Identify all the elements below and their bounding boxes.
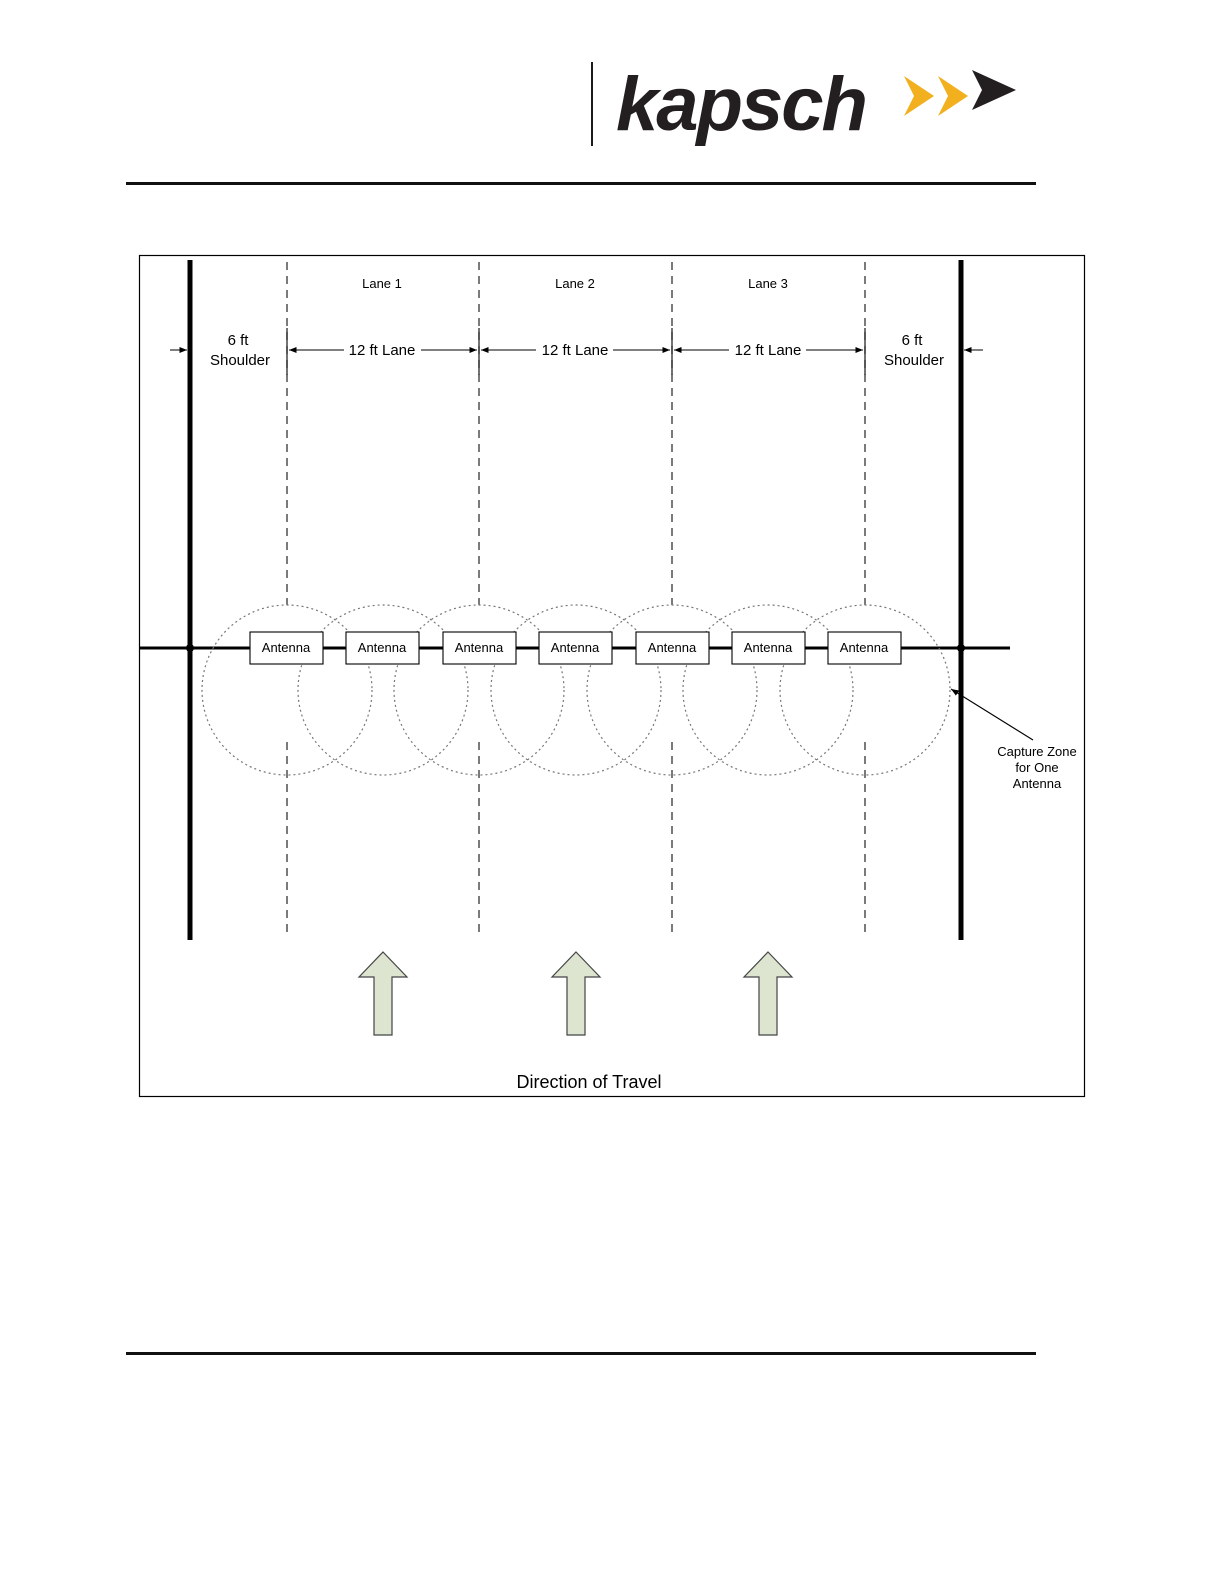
shoulder-label-right: Shoulder (883, 352, 945, 369)
travel-arrow-icon-3 (744, 952, 792, 1035)
lane-width-label-1: 12 ft Lane (348, 342, 416, 359)
lane-label-3: Lane 3 (748, 276, 788, 291)
capture-zone-label-line-2: for One (1015, 760, 1059, 775)
logo-wordmark: kapsch (616, 62, 866, 147)
antenna-label-7: Antenna (839, 640, 889, 655)
antenna-label-4: Antenna (550, 640, 600, 655)
shoulder-width-right: 6 ft (901, 332, 923, 349)
figure-frame (140, 256, 1085, 1097)
capture-zone-label-line-3: Antenna (1012, 776, 1062, 791)
capture-zone-6 (683, 605, 853, 775)
capture-zone-2 (298, 605, 468, 775)
lane-label-1: Lane 1 (362, 276, 402, 291)
capture-zone-label-line-1: Capture Zone (997, 744, 1077, 759)
direction-of-travel-label: Direction of Travel (516, 1072, 662, 1092)
antenna-label-5: Antenna (647, 640, 697, 655)
antenna-label-1: Antenna (261, 640, 311, 655)
antenna-label-6: Antenna (743, 640, 793, 655)
shoulder-width-left: 6 ft (227, 332, 249, 349)
shoulder-label-left: Shoulder (209, 352, 271, 369)
capture-zone-4 (491, 605, 661, 775)
lane-width-label-2: 12 ft Lane (541, 342, 609, 359)
antenna-label-2: Antenna (357, 640, 407, 655)
lane-label-2: Lane 2 (555, 276, 595, 291)
antenna-label-3: Antenna (454, 640, 504, 655)
lane-width-label-3: 12 ft Lane (734, 342, 802, 359)
travel-arrow-icon-2 (552, 952, 600, 1035)
travel-arrow-icon-1 (359, 952, 407, 1035)
